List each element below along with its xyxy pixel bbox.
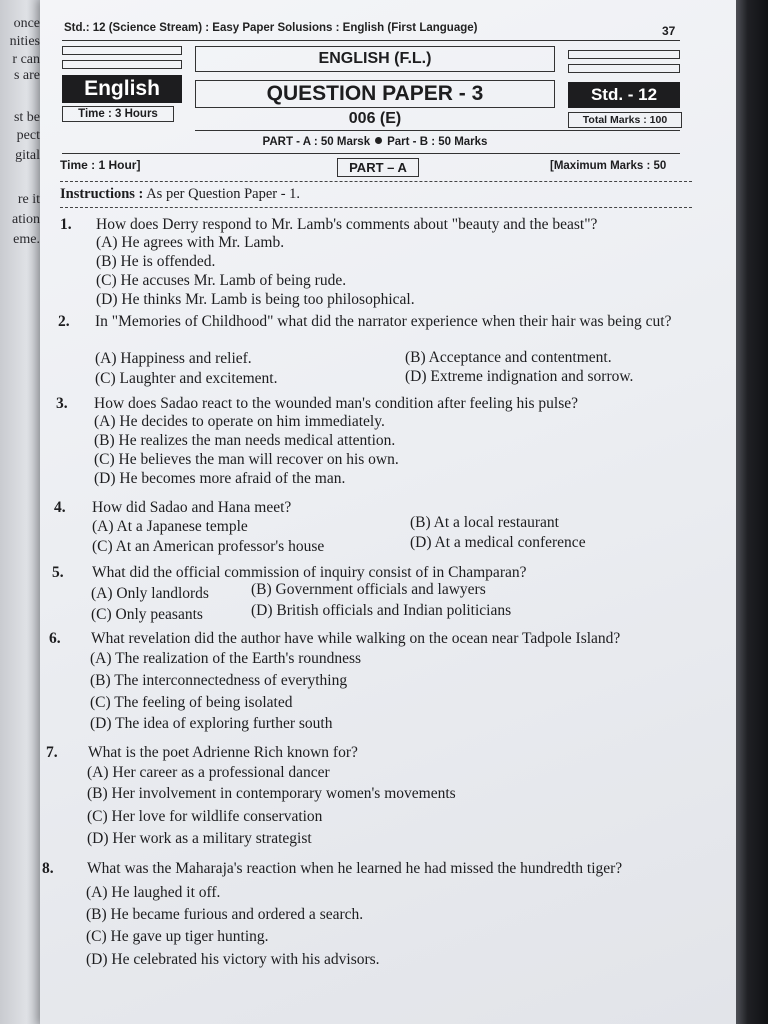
question-text: What is the poet Adrienne Rich known for? [88,744,358,761]
question-number: 5. [52,564,64,581]
question-number: 3. [56,395,68,412]
option: (B) The interconnectedness of everything [90,672,348,689]
question-text: How did Sadao and Hana meet? [92,499,292,516]
option: (D) The idea of exploring further south [90,715,333,732]
page-fragment: once [13,16,40,31]
question-number: 1. [60,216,72,233]
page-fragment: nities [9,34,40,49]
page-fragment: ation [12,212,40,227]
question [56,394,696,414]
header-rule [62,40,680,41]
instructions [60,186,300,203]
max-marks: [Maximum Marks : 50 [550,160,667,172]
question [46,743,686,763]
question [60,215,700,235]
option: (D) He celebrated his victory with his advisors. [86,951,380,968]
question [58,312,698,332]
question-text: What revelation did the author have while walking on the ocean near Tadpole Island? [91,630,621,647]
question-number: 7. [46,744,58,761]
option: (C) He accuses Mr. Lamb of being rude. [96,272,347,289]
option: (C) He gave up tiger hunting. [86,928,269,945]
option: (B) Government officials and lawyers [251,581,486,598]
instructions-label: Instructions : [60,186,144,202]
page-number: 37 [662,24,676,38]
option: (C) Only peasants [91,606,203,623]
question-number: 6. [49,630,61,647]
std-badge: Std. - 12 [568,82,680,108]
option: (A) He agrees with Mr. Lamb. [96,234,285,251]
option: (D) He becomes more afraid of the man. [94,470,346,487]
part-b-marks: Part - B : 50 Marks [387,136,488,148]
time-label: Time : 3 Hours [62,106,174,122]
paper-title: QUESTION PAPER - 3 [195,80,555,108]
part-label: PART – A [337,158,419,177]
option: (B) He became furious and ordered a search. [86,906,364,923]
option: (C) The feeling of being isolated [90,694,293,711]
question-number: 8. [42,860,54,877]
question-text: How does Sadao react to the wounded man's condition after feeling his pulse? [94,395,579,412]
part-a-marks: PART - A : 50 Marsk [262,136,371,148]
paper-code: 006 (E) [348,110,402,127]
question-text: What did the official commission of inquiry consist of in Champaran? [92,564,527,581]
decor-bar [62,60,182,69]
running-head: Std.: 12 (Science Stream) : Easy Paper Solusions : English (First Language) [64,22,478,34]
question-text: What was the Maharaja's reaction when he learned he had missed the hundredth tiger? [87,860,623,877]
page-fragment: eme. [13,232,40,247]
decor-bar [568,64,680,73]
option: (C) At an American professor's house [92,538,325,555]
option: (A) At a Japanese temple [92,518,248,535]
decor-bar [568,50,680,59]
decor-bar [62,46,182,55]
page-fragment: r can [12,52,40,67]
page-fragment: st be [13,110,40,125]
option: (B) He realizes the man needs medical attention. [94,432,396,449]
option: (A) He laughed it off. [86,884,221,901]
option: (B) Acceptance and contentment. [405,349,612,366]
page-fragment: re it [17,192,40,207]
option: (A) Her career as a professional dancer [87,764,330,781]
question-text: How does Derry respond to Mr. Lamb's comments about "beauty and the beast"? [96,216,598,233]
question-number: 4. [54,499,66,516]
question [52,563,692,583]
page-fragment: gital [15,148,40,163]
question-text: In "Memories of Childhood" what did the narrator experience when their hair was being cut? [95,313,672,330]
option: (C) Laughter and excitement. [95,370,278,387]
adjacent-page-edge [0,0,44,1024]
instructions-text: As per Question Paper - 1. [143,186,301,202]
part-marks-line [195,136,555,148]
page-fragment: pect [16,128,40,143]
option: (D) Her work as a military strategist [87,830,312,847]
section-time: Time : 1 Hour] [60,158,141,172]
divider [195,130,680,131]
total-marks: Total Marks : 100 [568,112,682,128]
option: (A) Only landlords [91,585,209,602]
dark-background-edge [734,0,768,1024]
option: (C) He believes the man will recover on his own. [94,451,399,468]
subject-title: ENGLISH (F.L.) [195,46,555,72]
option: (A) The realization of the Earth's roundness [90,650,362,667]
dashed-divider [60,181,692,182]
option: (D) He thinks Mr. Lamb is being too philosophical. [96,291,415,308]
exam-page [40,0,736,1024]
option: (A) Happiness and relief. [95,350,252,367]
question [49,629,699,649]
bullet-icon [375,137,382,144]
question-number: 2. [58,313,70,330]
option: (A) He decides to operate on him immediately. [94,413,385,430]
divider [62,153,680,154]
option: (C) Her love for wildlife conservation [87,808,323,825]
option: (B) At a local restaurant [410,514,559,531]
page-fragment: s are [13,68,40,83]
option: (D) Extreme indignation and sorrow. [405,368,634,385]
option: (B) Her involvement in contemporary women's movements [87,785,456,802]
option: (B) He is offended. [96,253,216,270]
dashed-divider [60,207,692,208]
question [54,498,694,518]
option: (D) British officials and Indian politicians [251,602,512,619]
option: (D) At a medical conference [410,534,586,551]
english-badge: English [62,75,182,103]
question [42,859,722,879]
